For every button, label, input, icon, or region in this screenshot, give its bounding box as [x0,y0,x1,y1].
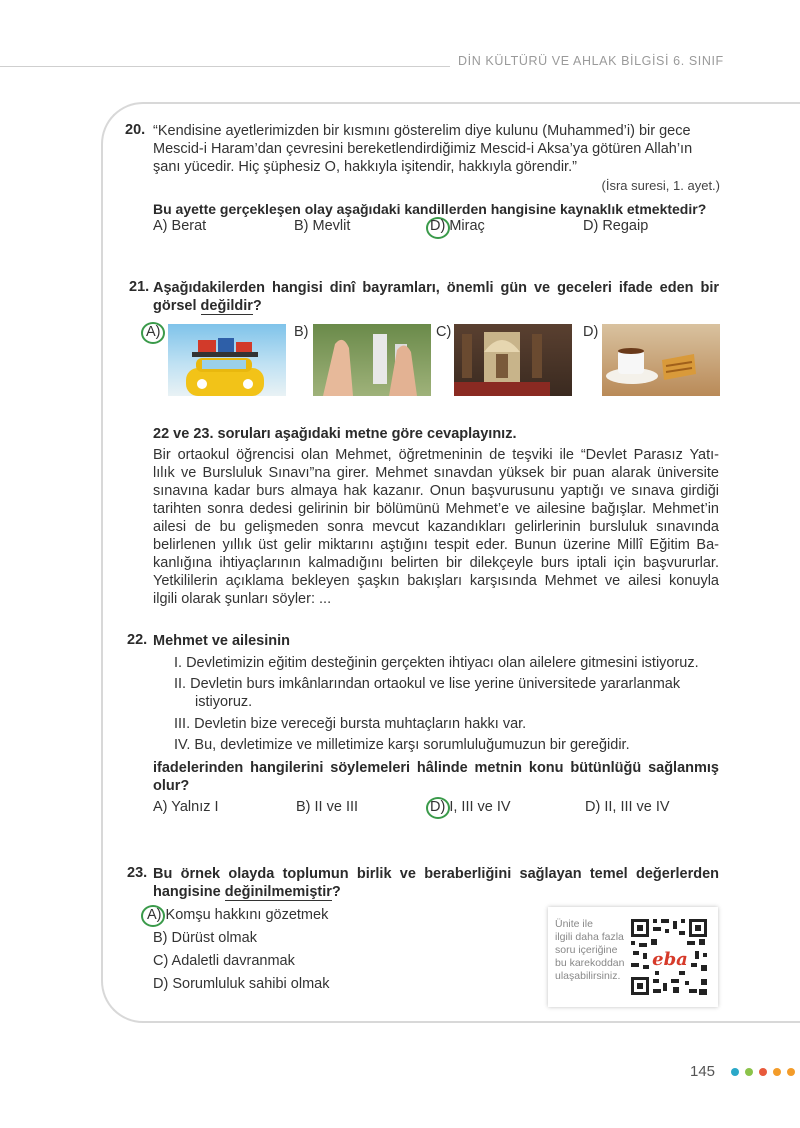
q20-option-d[interactable]: D) Regaip [583,218,649,234]
q21-image-b-praying-hands[interactable] [313,324,431,396]
passage-line: Yetkililerin açıklama bekleyen şaşkın bakışları karşısında Mehmet ve ailesi konuyla [153,573,719,589]
q21-label-d[interactable]: D) [583,324,599,340]
q20-line-1: “Kendisine ayetlerimizden bir kısmını gösterelim diye kulunu (Muhammed’i) bir gece [153,123,691,139]
header-rule [0,66,450,67]
passage-line: sınavına kadar burs almaya hak kazanır. Onun başvurusunu yaptığı ve sınava girdiği [153,483,719,499]
decor-dot [787,1068,795,1076]
passage-line: Bir ortaokul öğrencisi olan Mehmet, öğretmeninin de teşviki ile “Devlet Parasız Yatı- [153,447,719,463]
q20-question: Bu ayette gerçekleşen olay aşağıdaki kandillerden hangisine kaynaklık etmektedir? [153,201,707,217]
negation-underline: değinilmemiştir [224,884,332,900]
q21-image-d-tea-and-baklava[interactable] [602,324,720,396]
q22-stem: Mehmet ve ailesinin [153,633,290,649]
passage-line: belirlenen yıllık üst gelir miktarını aştığını tespit eder. Bunun üzerine Millî Eğitim Ba- [153,537,719,553]
page-number: 145 [690,1063,716,1080]
passage-line: kanlığına ihtiyaçlarının kalmadığını belirten bir dilekçeyle burs iptali için başvururlar. [153,555,719,571]
q21-text [153,279,719,315]
q21-label-a[interactable]: A) [146,324,161,340]
q23-option-d[interactable]: D) Sorumluluk sahibi olmak [153,976,330,992]
q22-item-2-cont: istiyoruz. [195,694,253,710]
decor-dot [773,1068,781,1076]
q22-question: ifadelerinden hangilerini söylemeleri hâlinde metnin konu bütünlüğü sağlanmış olur? [153,760,719,794]
q21-label-c[interactable]: C) [436,324,452,340]
q22-item-3: III. Devletin bize vereceği bursta muhtaçların hakkı var. [174,716,527,732]
q21-image-c-mosque-interior[interactable] [454,324,572,396]
q22-item-4: IV. Bu, devletimize ve milletimize karşı sorumluluğumuzun bir gereğidir. [174,737,630,753]
q22-option-d[interactable]: D) II, III ve IV [585,799,670,815]
passage-heading: 22 ve 23. soruları aşağıdaki metne göre cevaplayınız. [153,426,517,442]
q20-option-b[interactable]: B) Mevlit [294,218,351,234]
passage-line: ilgili olarak şunları söyler: ... [153,591,332,607]
q22-item-1: I. Devletimizin eğitim desteğinin gerçekten ihtiyacı olan ailelere gitmesini istiyoruz. [174,655,699,671]
q20-number: 20. [125,122,146,138]
q23-option-c[interactable]: C) Adaletli davranmak [153,953,295,969]
q23-option-b[interactable]: B) Dürüst olmak [153,930,257,946]
q21-line-1: Aşağıdakilerden hangisi dinî bayramları, önemli gün ve geceleri ifade eden bir [153,280,719,296]
q20-text [153,122,719,176]
passage-text [153,446,719,608]
passage-line: lılık ve Bursluluk Sınavı”na girer. Mehmet sınavdan yüksek bir puan alarak üniversite [153,465,719,481]
q22-option-a[interactable]: A) Yalnız I [153,799,219,815]
passage-line: tarihten sonra dedesi gelirinin bir bölümünü Mehmet’e ve ailesine bağışlar. Mehmet’in [153,501,719,517]
decor-dot [759,1068,767,1076]
eba-logo: eba [652,949,688,970]
q20-line-2: Mescid-i Haram’dan çevresini bereketlendirdiğimiz Mescid-i Aksa’ya götüren Allah’ın [153,141,693,157]
q22-number: 22. [127,632,148,648]
q21-label-b[interactable]: B) [294,324,309,340]
q21-image-a-car-trip[interactable] [168,324,286,396]
q20-line-3: şanı yücedir. Hiç şüphesiz O, hakkıyla işitendir, hakkıyla görendir.” [153,159,577,175]
decor-dot [745,1068,753,1076]
q21-number: 21. [129,279,150,295]
qr-code-icon[interactable] [629,917,709,997]
decor-dot [731,1068,739,1076]
q20-option-a[interactable]: A) Berat [153,218,207,234]
qr-caption: Ünite ile ilgili daha fazla soru içeriğine bu karekoddan ulaşabilirsiniz. [555,918,625,982]
q22-option-c[interactable]: D) I, III ve IV [430,799,511,815]
header-title: DİN KÜLTÜRÜ VE AHLAK BİLGİSİ 6. SINIF [458,54,724,68]
q23-option-a[interactable]: A) Komşu hakkını gözetmek [147,907,329,923]
q23-text: Bu örnek olayda toplumun birlik ve beraberliğini sağlayan temel değerlerden hangisine değinilmemiştir? [153,866,719,900]
q22-option-b[interactable]: B) II ve III [296,799,359,815]
q20-source: (İsra suresi, 1. ayet.) [601,178,720,193]
negation-underline: değildir [200,298,253,314]
q23-number: 23. [127,865,148,881]
q22-item-2: II. Devletin burs imkânlarından ortaokul ve lise yerine üniversitede yararlanmak [174,676,681,692]
q21-line-2: görsel değildir? [153,298,262,314]
passage-line: ailesi de bu gelişmeden sonra mevcut kazandıkları gelirlerinin bursluluk sınavında [153,519,719,535]
q20-option-c[interactable]: D) Miraç [430,218,485,234]
